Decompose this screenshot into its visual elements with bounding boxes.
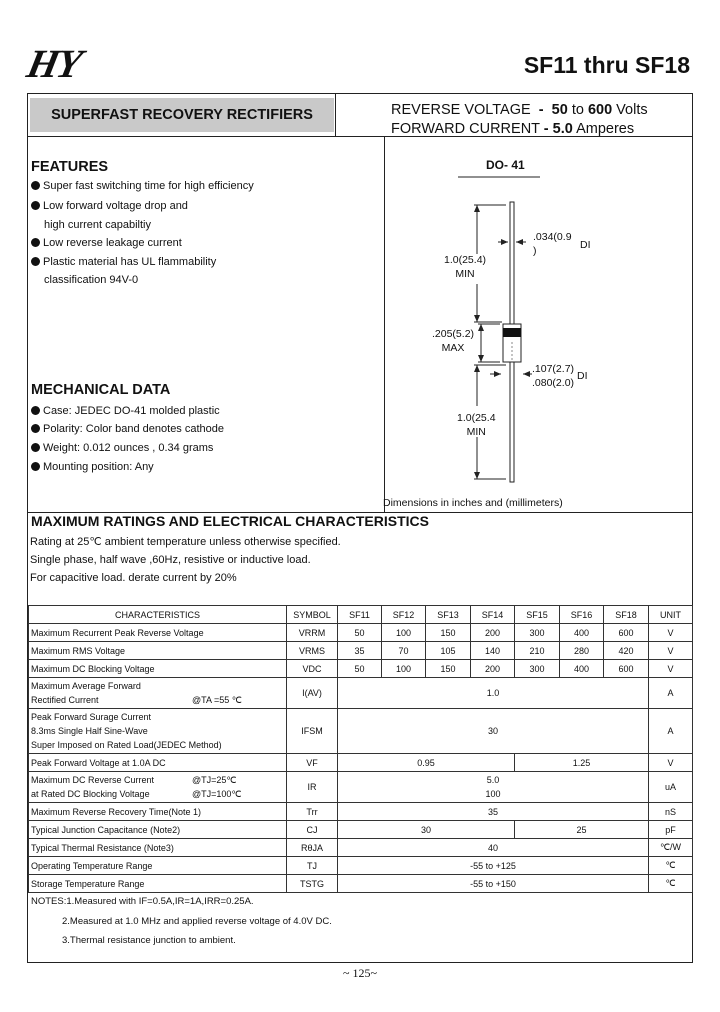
table-cell: 35 (338, 642, 382, 660)
table-cell: 30 (338, 821, 515, 839)
label-text: at Rated DC Blocking Voltage (31, 789, 150, 799)
bullet-icon (31, 257, 40, 266)
column-header: CHARACTERISTICS (29, 606, 287, 624)
feature-item-cont: high current capabiltiy (44, 219, 152, 231)
arrow-up-icon (478, 324, 484, 331)
rv-unit: Volts (616, 102, 648, 118)
param-unit: nS (649, 803, 693, 821)
arrow-up-icon (474, 365, 480, 372)
label-line: 8.3ms Single Half Sine-Wave (31, 726, 148, 736)
column-header: SF11 (338, 606, 382, 624)
mechanical-text: Case: JEDEC DO-41 molded plastic (43, 405, 220, 417)
table-cell: 140 (471, 642, 515, 660)
param-symbol: VRMS (287, 642, 338, 660)
characteristics-table (28, 605, 693, 893)
dim-value: 1.0(25.4 (457, 412, 496, 424)
param-unit: ℃ (649, 857, 693, 875)
bullet-icon (31, 181, 40, 190)
lead-bottom (510, 362, 514, 482)
param-symbol: VDC (287, 660, 338, 678)
rv-min: 50 (551, 102, 568, 118)
param-symbol: Trr (287, 803, 338, 821)
param-label (29, 772, 287, 803)
table-cell: 105 (426, 642, 471, 660)
param-symbol: TSTG (287, 875, 338, 893)
dimensions-caption: Dimensions in inches and (millimeters) (383, 497, 563, 509)
do41-outline-drawing (380, 172, 690, 492)
fc-unit: Amperes (576, 121, 635, 137)
test-condition: @TJ=25℃ (192, 775, 237, 785)
dim-body-dia-max: .107(2.7) (532, 363, 575, 375)
label-line: Maximum Average Forward (31, 681, 141, 691)
table-cell: 210 (515, 642, 560, 660)
table-cell: 150 (426, 624, 471, 642)
feature-text: Plastic material has UL flammability (43, 256, 217, 268)
param-unit: V (649, 754, 693, 772)
bullet-icon (31, 406, 40, 415)
param-symbol: VF (287, 754, 338, 772)
column-header: SF18 (604, 606, 649, 624)
rating-condition: For capacitive load. derate current by 20% (30, 572, 237, 584)
table-row (29, 803, 693, 821)
arrow-right-icon (494, 371, 501, 377)
mechanical-text: Polarity: Color band denotes cathode (43, 423, 225, 435)
param-label: Maximum Recurrent Peak Reverse Voltage (29, 624, 287, 642)
feature-item (31, 200, 188, 212)
table-row (29, 642, 693, 660)
rv-label: REVERSE VOLTAGE (391, 102, 531, 118)
mechanical-item (31, 442, 213, 454)
fc-sep: - (543, 121, 549, 137)
table-row (29, 754, 693, 772)
param-symbol: CJ (287, 821, 338, 839)
table-cell: 200 (471, 660, 515, 678)
table-row (29, 660, 693, 678)
table-cell: 400 (560, 624, 604, 642)
param-label: Typical Junction Capacitance (Note2) (29, 821, 287, 839)
table-cell: 1.25 (515, 754, 649, 772)
cell-value: 100 (485, 789, 501, 799)
label-line (31, 773, 284, 787)
param-symbol: IR (287, 772, 338, 803)
param-unit: V (649, 642, 693, 660)
label-text: Maximum DC Reverse Current (31, 775, 155, 785)
param-symbol: I(AV) (287, 678, 338, 709)
table-cell: 300 (515, 624, 560, 642)
ratings-heading: MAXIMUM RATINGS AND ELECTRICAL CHARACTERISTICS (31, 513, 429, 529)
arrow-down-icon (474, 315, 480, 322)
mechanical-item (31, 405, 220, 417)
label-line: Super Imposed on Rated Load(JEDEC Method) (31, 740, 222, 750)
dim-qualifier: MAX (441, 342, 465, 354)
footnote: 2.Measured at 1.0 MHz and applied reverse voltage of 4.0V DC. (62, 916, 332, 927)
dim-qualifier: MIN (455, 268, 475, 280)
bullet-icon (31, 424, 40, 433)
table-cell: -55 to +150 (338, 875, 649, 893)
table-cell: 70 (382, 642, 426, 660)
rv-to: to (571, 102, 584, 118)
param-unit: pF (649, 821, 693, 839)
table-cell: 200 (471, 624, 515, 642)
table-cell: 0.95 (338, 754, 515, 772)
column-header: SYMBOL (287, 606, 338, 624)
feature-item (31, 256, 216, 268)
param-label: Storage Temperature Range (29, 875, 287, 893)
feature-item (31, 237, 182, 249)
column-header: SF12 (382, 606, 426, 624)
rating-condition: Single phase, half wave ,60Hz, resistive or inductive load. (30, 554, 311, 566)
features-heading: FEATURES (31, 159, 109, 175)
param-label: Maximum DC Blocking Voltage (29, 660, 287, 678)
table-row (29, 857, 693, 875)
table-cell: 600 (604, 624, 649, 642)
dim-body-dia-min: .080(2.0) (532, 377, 575, 389)
fc-label: FORWARD CURRENT (391, 121, 540, 137)
dim-lead-dia-close: ) (533, 245, 537, 257)
table-cell: 300 (515, 660, 560, 678)
feature-text: Super fast switching time for high efficiency (43, 180, 254, 192)
param-unit: A (649, 709, 693, 754)
dim-lead-top (444, 254, 486, 280)
param-unit: ℃/W (649, 839, 693, 857)
table-row (29, 678, 693, 709)
dim-value: .205(5.2) (432, 328, 475, 340)
table-cell: 100 (382, 624, 426, 642)
label-line: Peak Forward Surage Current (31, 712, 152, 722)
table-header-row (29, 606, 693, 624)
bullet-icon (31, 443, 40, 452)
param-unit: uA (649, 772, 693, 803)
dim-lead-dia-suffix: DI (580, 239, 591, 251)
table-cell: 40 (338, 839, 649, 857)
dim-qualifier: MIN (466, 426, 486, 438)
divider (335, 94, 336, 136)
document-title: SF11 thru SF18 (523, 52, 690, 78)
column-header: SF13 (426, 606, 471, 624)
rating-condition: Rating at 25℃ ambient temperature unless otherwise specified. (30, 536, 341, 548)
table-cell: 600 (604, 660, 649, 678)
table-cell: 150 (426, 660, 471, 678)
table-row (29, 821, 693, 839)
column-header: UNIT (649, 606, 693, 624)
bullet-icon (31, 238, 40, 247)
arrow-down-icon (474, 472, 480, 479)
table-cell: 50 (338, 660, 382, 678)
arrow-down-icon (478, 355, 484, 362)
table-cell: 35 (338, 803, 649, 821)
mechanical-item (31, 461, 154, 473)
mechanical-heading: MECHANICAL DATA (31, 382, 171, 398)
table-cell (338, 772, 649, 803)
feature-item (31, 180, 254, 192)
dim-body-dia-suffix: DI (577, 370, 588, 382)
column-header: SF14 (471, 606, 515, 624)
mechanical-text: Weight: 0.012 ounces , 0.34 grams (43, 442, 214, 454)
param-label (29, 709, 287, 754)
page-number: ~ 125~ (343, 966, 377, 980)
param-symbol: RθJA (287, 839, 338, 857)
product-type-banner: SUPERFAST RECOVERY RECTIFIERS (30, 98, 334, 132)
param-label (29, 678, 287, 709)
bullet-icon (31, 462, 40, 471)
forward-current-spec (391, 121, 634, 137)
feature-text: Low reverse leakage current (43, 237, 182, 249)
param-label: Operating Temperature Range (29, 857, 287, 875)
table-cell: -55 to +125 (338, 857, 649, 875)
footnote: 3.Thermal resistance junction to ambient. (62, 935, 236, 946)
param-unit: ℃ (649, 875, 693, 893)
table-cell: 100 (382, 660, 426, 678)
table-cell: 1.0 (338, 678, 649, 709)
param-symbol: VRRM (287, 624, 338, 642)
param-symbol: TJ (287, 857, 338, 875)
arrow-right-icon (501, 239, 508, 245)
rv-sep: - (538, 102, 544, 118)
reverse-voltage-spec (391, 102, 648, 118)
table-row (29, 772, 693, 803)
package-name: DO- 41 (486, 158, 525, 172)
test-condition: @TJ=100℃ (192, 789, 242, 799)
param-unit: A (649, 678, 693, 709)
column-header: SF16 (560, 606, 604, 624)
table-cell: 280 (560, 642, 604, 660)
param-unit: V (649, 660, 693, 678)
param-label: Typical Thermal Resistance (Note3) (29, 839, 287, 857)
table-cell: 50 (338, 624, 382, 642)
fc-value: 5.0 (552, 121, 573, 137)
cathode-band (503, 328, 521, 337)
mechanical-text: Mounting position: Any (43, 461, 154, 473)
table-cell: 420 (604, 642, 649, 660)
feature-text: Low forward voltage drop and (43, 200, 188, 212)
table-cell: 400 (560, 660, 604, 678)
company-logo: HY (23, 41, 85, 86)
table-row (29, 839, 693, 857)
param-label: Maximum RMS Voltage (29, 642, 287, 660)
mechanical-item (31, 423, 224, 435)
lead-top (510, 202, 514, 324)
cell-value: 5.0 (486, 775, 500, 785)
label-text: Rectified Current (31, 695, 99, 705)
table-row (29, 709, 693, 754)
arrow-left-icon (523, 371, 530, 377)
arrow-up-icon (474, 205, 480, 212)
bullet-icon (31, 201, 40, 210)
param-label: Maximum Reverse Recovery Time(Note 1) (29, 803, 287, 821)
arrow-left-icon (516, 239, 523, 245)
param-unit: V (649, 624, 693, 642)
table-cell: 25 (515, 821, 649, 839)
table-row (29, 875, 693, 893)
dim-value: 1.0(25.4) (444, 254, 487, 266)
dim-body-length (432, 328, 474, 354)
rv-max: 600 (587, 102, 613, 118)
dim-lead-dia: .034(0.9 (533, 231, 572, 243)
param-symbol: IFSM (287, 709, 338, 754)
column-header: SF15 (515, 606, 560, 624)
dim-lead-bottom (457, 412, 496, 438)
param-label: Peak Forward Voltage at 1.0A DC (29, 754, 287, 772)
test-condition: @TA =55 ℃ (192, 695, 242, 705)
footnote: NOTES:1.Measured with IF=0.5A,IR=1A,IRR=0.25A. (31, 896, 254, 907)
label-line (31, 693, 284, 707)
label-line (31, 787, 284, 801)
table-cell: 30 (338, 709, 649, 754)
feature-item-cont: classification 94V-0 (44, 274, 139, 286)
table-row (29, 624, 693, 642)
